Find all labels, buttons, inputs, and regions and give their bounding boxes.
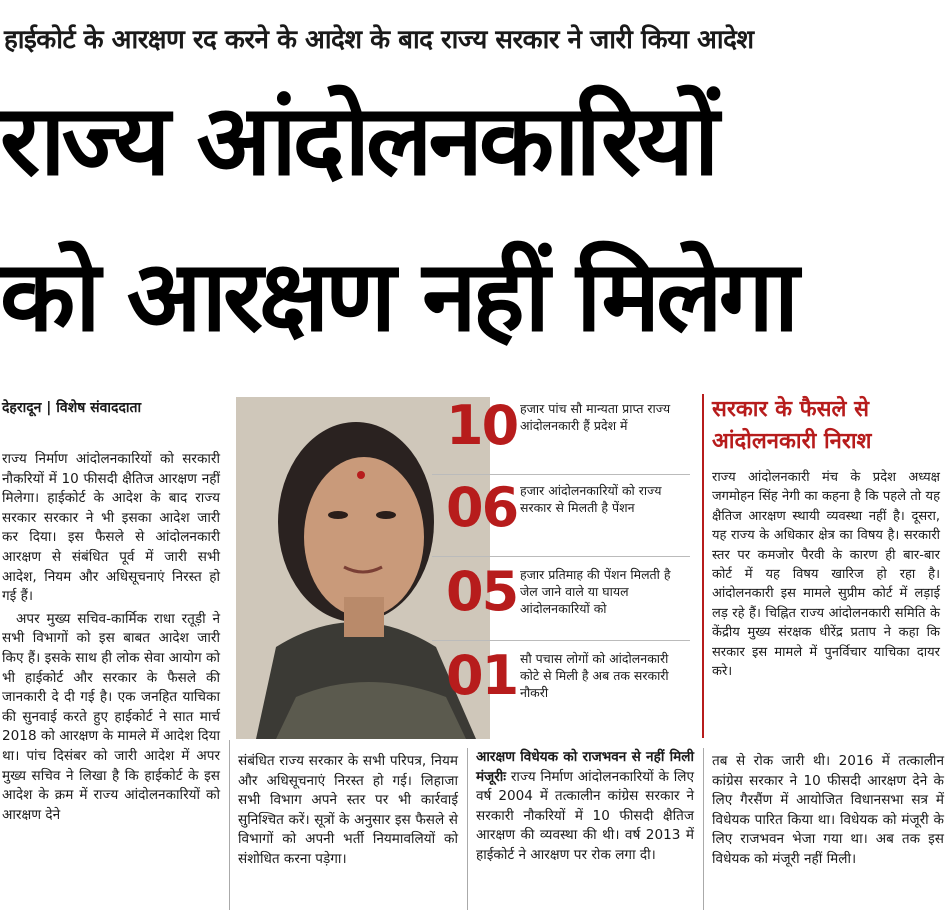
column-4: तब से रोक जारी थी। 2016 में तत्कालीन कांग्रेस सरकार ने 10 फीसदी आरक्षण देने के लिए गैरसैंण में आयोजित विधानसभा सत्र में विधेयक पारित किया था। विधेयक को मंजूरी के लिए राजभवन भेजा गया था। अब तक इस विधेयक को मंजूरी नहीं मिली।: [712, 753, 944, 867]
column-3: [476, 748, 694, 866]
subhead: आरक्षण विधेयक को राजभवन से नहीं मिली मंजूरीः: [476, 749, 694, 785]
byline: देहरादून | विशेष संवाददाता: [2, 400, 142, 416]
col1-paragraph-2: अपर मुख्य सचिव-कार्मिक राधा रतूड़ी ने सभी विभागों को इस बाबत आदेश जारी किए हैं। इसके साथ ही लोक सेवा आयोग को भी हाईकोर्ट और सरकार के फैसले की जानकारी दे दी गई है। एक जनहित याचिका की सुनवाई करते हुए हाईकोर्ट ने सात मार्च 2018 को आरक्षण के मामले में आदेश दिया था। पांच दिसंबर को जारी आदेश में अपर मुख्य सचिव ने लिखा है कि हाईकोर्ट के इस आदेश के क्रम में राज्य आंदोलनकारियों को आरक्षण देने: [2, 610, 220, 823]
col1-paragraph-1: राज्य निर्माण आंदोलनकारियों को सरकारी नौकरियों में 10 फीसदी क्षैतिज आरक्षण नहीं मिलेगा। हाईकोर्ट के आदेश के बाद राज्य सरकार सरकार ने भी इसका आदेश जारी कर दिया। इस फैसले से आंदोलनकारी आरक्षण से संबंधित पूर्व में जारी सभी आदेश, नियम और अधिसूचनाएं निरस्त हो गई हैं।: [2, 451, 220, 605]
kicker: हाईकोर्ट के आरक्षण रद करने के आदेश के बाद राज्य सरकार ने जारी किया आदेश: [4, 25, 754, 55]
stat-text: हजार पांच सौ मान्यता प्राप्त राज्य आंदोलनकारी हैं प्रदेश में: [520, 401, 671, 433]
stat-text: हजार प्रतिमाह की पेंशन मिलती है जेल जाने वाले या घायल आंदोलनकारियों को: [520, 567, 671, 616]
column-divider: [229, 740, 230, 910]
sidebar-text: राज्य आंदोलनकारी मंच के प्रदेश अध्यक्ष जगमोहन सिंह नेगी का कहना है कि पहले तो यह क्षैतिज आरक्षण स्थायी व्यवस्था नहीं है। दूसरा, यह राज्य के अधिकार क्षेत्र का विषय है। सरकारी स्तर पर कमजोर पैरवी के कारण ही बार-बार कोर्ट में यह विषय खारिज हो रहा है। आंदोलनकारी इस मामले सुप्रीम कोर्ट में लड़ाई लड़ रहे हैं। चिह्नित राज्य आंदोलनकारी समिति के केंद्रीय मुख्य संरक्षक धीरेंद्र प्रताप ने कहा कि सरकार इस मामले में पुनर्विचार याचिका दायर करे।: [712, 470, 940, 680]
stat-number: 05: [446, 560, 518, 623]
stat-item: [432, 394, 690, 475]
stat-item: [432, 476, 690, 557]
column-divider: [703, 748, 704, 910]
headline-line-2: को आरक्षण नहीं मिलेगा: [0, 240, 796, 354]
stat-number: 10: [446, 394, 518, 457]
column-2: संबंधित राज्य सरकार के सभी परिपत्र, नियम और अधिसूचनाएं निरस्त हो गई। लिहाजा सभी विभाग अपने स्तर पर भी कार्रवाई सुनिश्चित करें। सूत्रों के अनुसार इस फैसले से विभागों को अपनी भर्ती नियमावलियों को संशोधित करना पड़ेगा।: [238, 753, 458, 867]
stat-text: सौ पचास लोगों को आंदोलनकारी कोटे से मिली है अब तक सरकारी नौकरी: [520, 651, 669, 700]
stat-text: हजार आंदोलनकारियों को राज्य सरकार से मिलती है पेंशन: [520, 483, 662, 515]
stat-item: [432, 560, 690, 641]
sidebar-title: सरकार के फैसले से आंदोलनकारी निराश: [712, 397, 872, 454]
stat-item: [432, 644, 690, 724]
column-divider: [467, 748, 468, 910]
stat-number: 06: [446, 476, 518, 539]
column-1: [2, 450, 220, 828]
stat-number: 01: [446, 644, 518, 707]
sidebar-box: [702, 394, 944, 738]
col3-text: राज्य निर्माण आंदोलनकारियों के लिए वर्ष 2004 में तत्कालीन कांग्रेस सरकार ने सरकारी नौकरियों में 10 फीसदी क्षैतिज आरक्षण की व्यवस्था की थी। वर्ष 2013 में हाईकोर्ट ने आरक्षण पर रोक लगा दी।: [476, 768, 694, 863]
headline-line-1: राज्य आंदोलनकारियों: [0, 84, 716, 198]
